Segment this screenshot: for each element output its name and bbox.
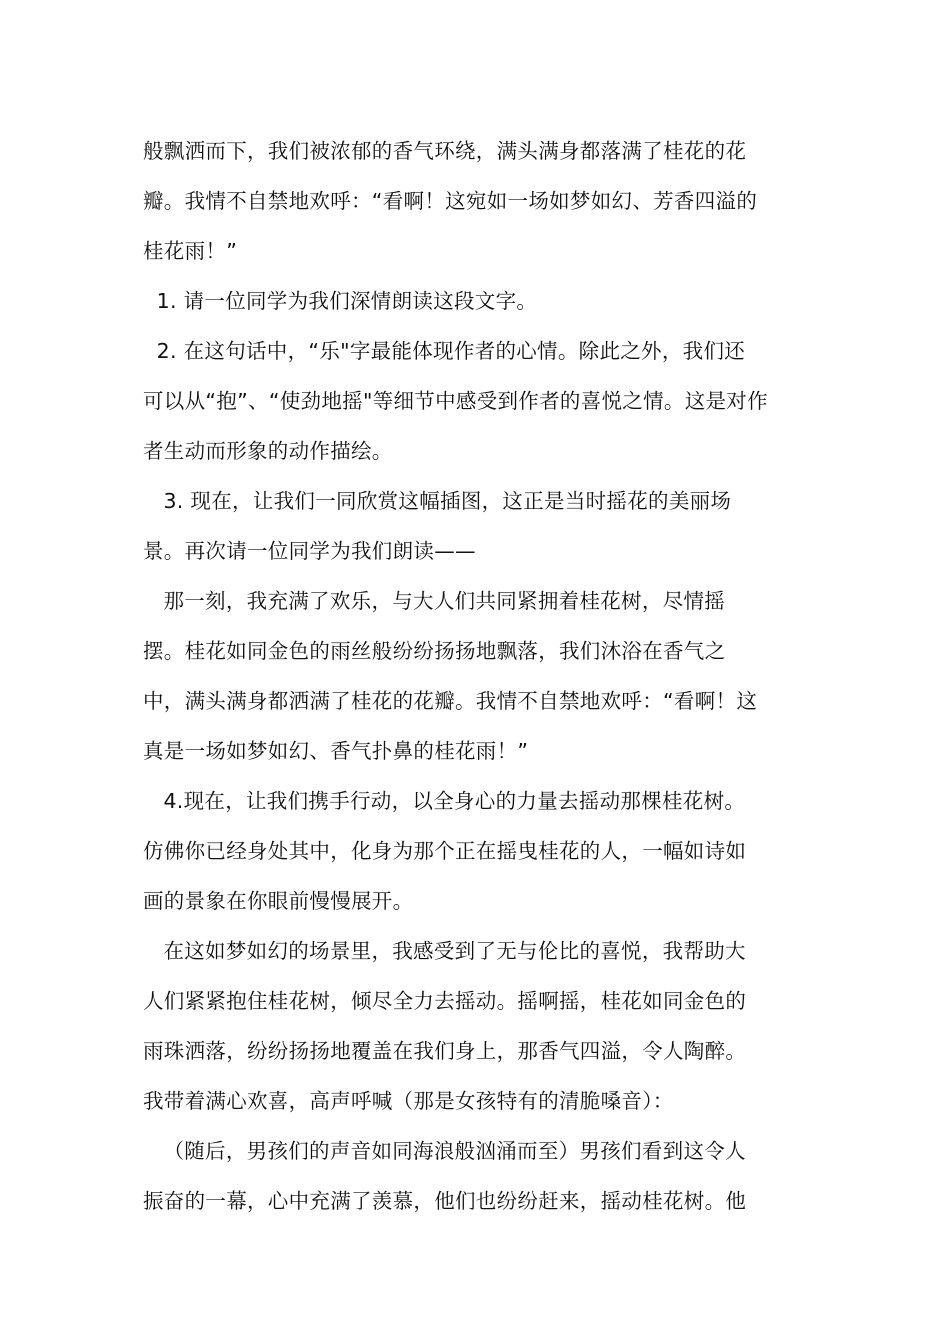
text-line-20: 我带着满心欢喜，高声呼喊（那是女孩特有的清脆嗓音）： xyxy=(143,1089,674,1113)
text-line-9: 景。再次请一位同学为我们朗读—— xyxy=(143,539,476,563)
text-line-18: 人们紧紧抱住桂花树，倾尽全力去摇动。摇啊摇，桂花如同金色的 xyxy=(143,989,747,1013)
text-line-12: 中，满头满身都洒满了桂花的花瓣。我情不自禁地欢呼：“看啊！这 xyxy=(143,689,758,713)
text-line-7: 者生动而形象的动作描绘。 xyxy=(143,439,393,463)
text-line-19: 雨珠洒落，纷纷扬扬地覆盖在我们身上，那香气四溢，令人陶醉。 xyxy=(143,1039,747,1063)
text-line-6: 可以从“抱”、“使劲地摇"等细节中感受到作者的喜悦之情。这是对作 xyxy=(143,389,768,413)
text-line-21: （随后，男孩们的声音如同海浪般汹涌而至）男孩们看到这令人 xyxy=(143,1139,746,1163)
text-line-1: 般飘洒而下，我们被浓郁的香气环绕，满头满身都落满了桂花的花 xyxy=(143,139,747,163)
text-line-2: 瓣。我情不自禁地欢呼：“看啊！这宛如一场如梦如幻、芳香四溢的 xyxy=(143,189,758,213)
text-line-22: 振奋的一幕，心中充满了羡慕，他们也纷纷赶来，摇动桂花树。他 xyxy=(143,1189,747,1213)
text-line-13: 真是一场如梦如幻、香气扑鼻的桂花雨！” xyxy=(143,739,529,763)
text-line-8: 3. 现在，让我们一同欣赏这幅插图，这正是当时摇花的美丽场 xyxy=(143,489,732,513)
text-line-11: 摆。桂花如同金色的雨丝般纷纷扬扬地飘落，我们沐浴在香气之 xyxy=(143,639,726,663)
text-line-10: 那一刻，我充满了欢乐，与大人们共同紧拥着桂花树，尽情摇 xyxy=(143,589,726,613)
text-line-4: 1. 请一位同学为我们深情朗读这段文字。 xyxy=(143,289,538,313)
text-line-3: 桂花雨！” xyxy=(143,239,238,263)
text-line-14: 4.现在，让我们携手行动，以全身心的力量去摇动那棵桂花树。 xyxy=(143,789,746,813)
text-line-16: 画的景象在你眼前慢慢展开。 xyxy=(143,889,414,913)
text-line-15: 仿佛你已经身处其中，化身为那个正在摇曳桂花的人，一幅如诗如 xyxy=(143,839,747,863)
text-line-5: 2. 在这句话中，“乐"字最能体现作者的心情。除此之外，我们还 xyxy=(143,339,746,363)
text-line-17: 在这如梦如幻的场景里，我感受到了无与伦比的喜悦，我帮助大 xyxy=(143,939,746,963)
